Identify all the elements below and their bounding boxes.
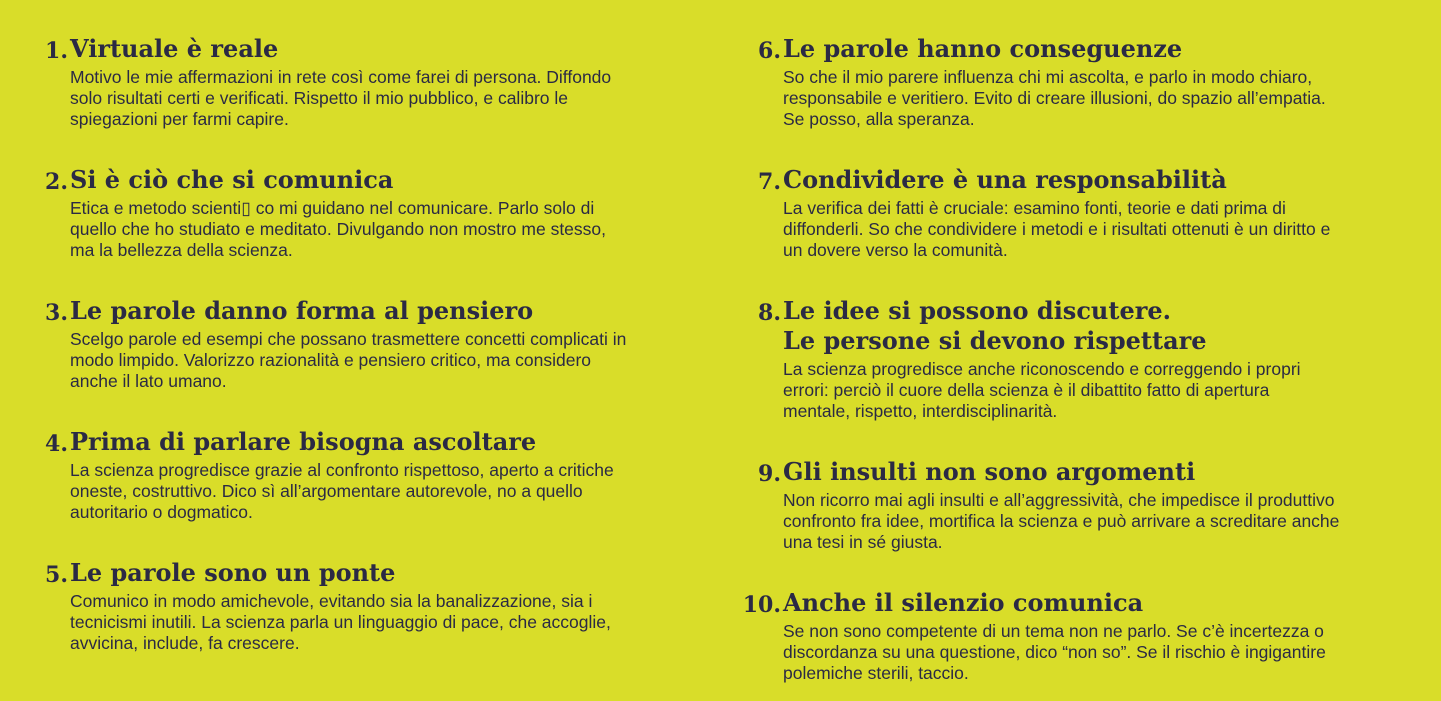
- principle-description: [783, 490, 1339, 553]
- principle-description: [70, 198, 606, 261]
- description-line: La verifica dei fatti è cruciale: esamino fonti, teorie e dati prima di: [783, 198, 1286, 218]
- principle-heading: [758, 165, 1330, 195]
- principle-title: Le parole danno forma al pensiero: [70, 296, 534, 325]
- principle-number: 6.: [758, 38, 781, 64]
- principle-5: [45, 558, 611, 654]
- description-line: diffonderli. So che condividere i metodi e i risultati ottenuti è un diritto e: [783, 219, 1331, 239]
- principle-title: Virtuale è reale: [70, 34, 279, 63]
- description-line: Non ricorro mai agli insulti e all’aggressività, che impedisce il produttivo: [783, 490, 1335, 510]
- description-line: errori: perciò il cuore della scienza è il dibattito fatto di apertura: [783, 380, 1270, 400]
- principle-heading: [45, 427, 614, 457]
- principle-heading: [45, 296, 626, 326]
- principle-title: Le idee si possono discutere. Le persone si devono rispettare: [783, 296, 1207, 355]
- description-line: Etica e metodo scienti▯ co mi guidano nel comunicare. Parlo solo di: [70, 198, 595, 218]
- principle-description: [783, 67, 1326, 130]
- description-line: polemiche sterili, taccio.: [783, 663, 969, 683]
- principle-title: Si è ciò che si comunica: [70, 165, 394, 194]
- principle-heading: [758, 457, 1339, 487]
- description-line: oneste, costruttivo. Dico sì all’argomentare autorevole, no a quello: [70, 481, 583, 501]
- description-line: spiegazioni per farmi capire.: [70, 109, 289, 129]
- principle-description: [70, 591, 611, 654]
- principle-number: 2.: [45, 169, 68, 195]
- description-line: una tesi in sé giusta.: [783, 532, 943, 552]
- description-line: tecnicismi inutili. La scienza parla un linguaggio di pace, che accoglie,: [70, 612, 611, 632]
- principle-title: Gli insulti non sono argomenti: [783, 457, 1196, 486]
- principle-number: 1.: [45, 38, 68, 64]
- principle-number: 8.: [758, 300, 781, 326]
- description-line: solo risultati certi e verificati. Rispetto il mio pubblico, e calibro le: [70, 88, 568, 108]
- principle-description: [783, 621, 1326, 684]
- principle-description: [70, 67, 611, 130]
- description-line: anche il lato umano.: [70, 371, 227, 391]
- principle-description: [783, 198, 1330, 261]
- principle-4: [45, 427, 614, 523]
- principle-title: Prima di parlare bisogna ascoltare: [70, 427, 537, 456]
- principle-title: Le parole sono un ponte: [70, 558, 396, 587]
- principle-heading: [742, 588, 1326, 618]
- description-line: autoritario o dogmatico.: [70, 502, 253, 522]
- description-line: discordanza su una questione, dico “non so”. Se il rischio è ingigantire: [783, 642, 1326, 662]
- principle-2: [45, 165, 607, 261]
- principle-heading: [758, 34, 1326, 64]
- description-line: Se non sono competente di un tema non ne parlo. Se c’è incertezza o: [783, 621, 1324, 641]
- description-line: Se posso, alla speranza.: [783, 109, 975, 129]
- description-line: Comunico in modo amichevole, evitando sia la banalizzazione, sia i: [70, 591, 593, 611]
- principle-heading: [45, 165, 606, 195]
- description-line: ma la bellezza della scienza.: [70, 240, 293, 260]
- principle-description: [70, 329, 626, 392]
- principle-6: [758, 34, 1326, 130]
- principle-8: [758, 296, 1301, 422]
- principle-number: 7.: [758, 169, 781, 195]
- principle-number: 9.: [758, 461, 781, 487]
- description-line: modo limpido. Valorizzo razionalità e pensiero critico, ma considero: [70, 350, 592, 370]
- description-line: Motivo le mie affermazioni in rete così come farei di persona. Diffondo: [70, 67, 612, 87]
- principle-number: 4.: [45, 431, 68, 457]
- description-line: avvicina, include, fa crescere.: [70, 633, 300, 653]
- principle-10: [742, 588, 1326, 684]
- principle-9: [758, 457, 1340, 553]
- principle-heading: [45, 558, 611, 588]
- principle-3: [45, 296, 627, 392]
- description-line: So che il mio parere influenza chi mi ascolta, e parlo in modo chiaro,: [783, 67, 1313, 87]
- principle-heading: [758, 296, 1301, 356]
- principle-title: Le parole hanno conseguenze: [783, 34, 1183, 63]
- principle-heading: [45, 34, 611, 64]
- description-line: La scienza progredisce grazie al confronto rispettoso, aperto a critiche: [70, 460, 614, 480]
- description-line: La scienza progredisce anche riconoscendo e correggendo i propri: [783, 359, 1301, 379]
- principle-title: Condividere è una responsabilità: [783, 165, 1227, 194]
- principle-7: [758, 165, 1331, 261]
- principle-number: 3.: [45, 300, 68, 326]
- description-line: mentale, rispetto, interdisciplinarità.: [783, 401, 1058, 421]
- principle-number: 5.: [45, 562, 68, 588]
- description-line: responsabile e veritiero. Evito di creare illusioni, do spazio all’empatia.: [783, 88, 1326, 108]
- principle-number: 10.: [742, 592, 781, 618]
- description-line: confronto fra idee, mortifica la scienza e può arrivare a screditare anche: [783, 511, 1340, 531]
- description-line: quello che ho studiato e meditato. Divulgando non mostro me stesso,: [70, 219, 607, 239]
- principle-description: [70, 460, 614, 523]
- description-line: Scelgo parole ed esempi che possano trasmettere concetti complicati in: [70, 329, 627, 349]
- principle-description: [783, 359, 1301, 422]
- principle-1: [45, 34, 612, 130]
- principle-title: Anche il silenzio comunica: [783, 588, 1144, 617]
- description-line: un dovere verso la comunità.: [783, 240, 1008, 260]
